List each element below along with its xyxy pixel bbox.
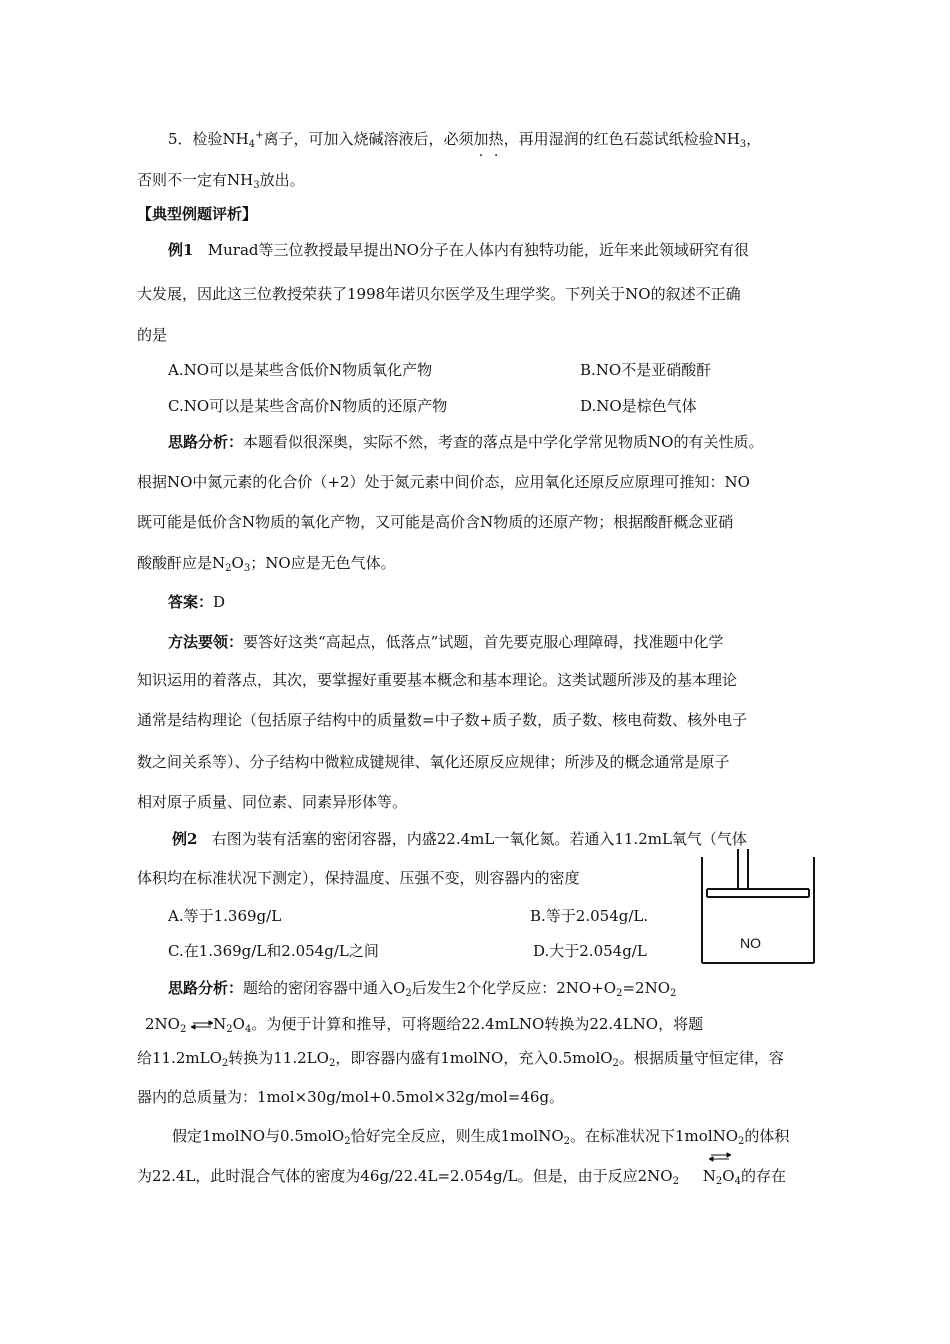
example2-para2-line2: 为22.4L，此时混合气体的密度为46g/22.4L=2.054g/L。但是，由于反应$2NO_2$ $N_2O_4$的存在 [137, 1167, 786, 1187]
example2-option-d: D.大于2.054g/L [533, 942, 647, 960]
diagram-gas-label: NO [740, 935, 761, 951]
example2-analysis-line1: 思路分析：题给的密闭容器中通入$O_2$后发生2个化学反应：$2NO+O_2=2NO_2$ [168, 979, 677, 999]
example2-analysis-line2: $2NO_2$ $N_2O_4$。为便于计算和推导，可将题给22.4mLNO转换为22.4LNO，将题 [145, 1015, 704, 1035]
emphasis-dot-char: 热 [488, 130, 504, 148]
example2-para2-line1: 假定1molNO与0.5molO$_2$恰好完全反应，则生成1molNO$_2$。在标准状况下1molNO$_2$的体积 [172, 1127, 790, 1147]
example1-option-a: A.NO可以是某些含低价N物质氧化产物 [168, 361, 433, 379]
analysis-label: 思路分析： [168, 979, 244, 997]
example1-option-c: C.NO可以是某些含高价N物质的还原产物 [168, 397, 448, 415]
example2-analysis-line3: 给11.2mLO$_2$转换为$11.2LO_2$，即容器内盛有1molNO，充入0.5molO$_2$。根据质量守恒定律，容 [137, 1049, 784, 1069]
example2-option-b: B.等于2.054g/L. [530, 907, 649, 925]
item5-line2: 否则不一定有$NH_3$放出。 [137, 171, 305, 191]
analysis-label: 思路分析： [168, 433, 244, 451]
section-heading: 【典型例题评析】 [137, 205, 258, 223]
example1-label: 例1 [168, 241, 194, 259]
example1-method-line1: 方法要领：要答好这类“高起点，低落点”试题，首先要克服心理障碍，找准题中化学 [168, 633, 724, 651]
example2-option-a: A.等于1.369g/L [168, 907, 282, 925]
example1-analysis-line4: 酸酸酐应是$N_2O_3$；NO应是无色气体。 [137, 554, 396, 574]
example1-line1: 例1 Murad等三位教授最早提出NO分子在人体内有独特功能，近年来此领域研究有很 [168, 241, 749, 259]
answer-label: 答案： [168, 593, 214, 611]
example1-line3: 的是 [137, 326, 168, 344]
method-label: 方法要领： [168, 633, 244, 651]
item5-line1: 5．检验$NH_4^+$离子，可加入烧碱溶液后，必须加热，再用湿润的红色石蕊试纸检验$NH_3$， [168, 130, 762, 150]
equilibrium-arrow-icon [191, 1018, 213, 1032]
example1-method-line2: 知识运用的着落点，其次，要掌握好重要基本概念和基本理论。这类试题所涉及的基本理论 [137, 671, 738, 689]
example1-analysis-line1: 思路分析：本题看似很深奥，实际不然，考查的落点是中学化学常见物质NO的有关性质。 [168, 433, 764, 451]
example2-label: 例2 [172, 830, 198, 848]
example2-option-c: C.在1.369g/L和2.054g/L之间 [168, 942, 379, 960]
example1-method-line4: 数之间关系等）、分子结构中微粒成键规律、氧化还原反应规律；所涉及的概念通常是原子 [137, 753, 730, 771]
example1-answer [168, 592, 225, 612]
example2-line1: 例2 右图为装有活塞的密闭容器，内盛22.4mL一氧化氮。若通入11.2mL氧气（气体 [172, 830, 747, 848]
example2-line2: 体积均在标准状况下测定），保持温度、压强不变，则容器内的密度 [137, 869, 580, 887]
example1-analysis-line2: 根据NO中氮元素的化合价（+2）处于氮元素中间价态，应用氧化还原反应原理可推知：NO [137, 473, 750, 491]
example1-option-b: B.NO不是亚硝酸酐 [580, 361, 712, 379]
example1-method-line5: 相对原子质量、同位素、同素异形体等。 [137, 793, 408, 811]
example1-line2: 大发展，因此这三位教授荣获了1998年诺贝尔医学及生理学奖。下列关于NO的叙述不正确 [137, 285, 741, 303]
example1-method-line3: 通常是结构理论（包括原子结构中的质量数=中子数+质子数，质子数、核电荷数、核外电子 [137, 711, 748, 729]
example2-analysis-line4: 器内的总质量为：1mol×30g/mol+0.5mol×32g/mol=46g。 [137, 1088, 565, 1106]
equilibrium-arrow-icon [709, 1151, 731, 1163]
example1-option-d: D.NO是棕色气体 [580, 397, 697, 415]
emphasis-dot-char: 加 [473, 130, 489, 148]
example1-analysis-line3: 既可能是低价含N物质的氧化产物，又可能是高价含N物质的还原产物；根据酸酐概念亚硝 [137, 513, 734, 531]
answer-value: D [213, 593, 226, 611]
piston-container-diagram [700, 847, 816, 965]
